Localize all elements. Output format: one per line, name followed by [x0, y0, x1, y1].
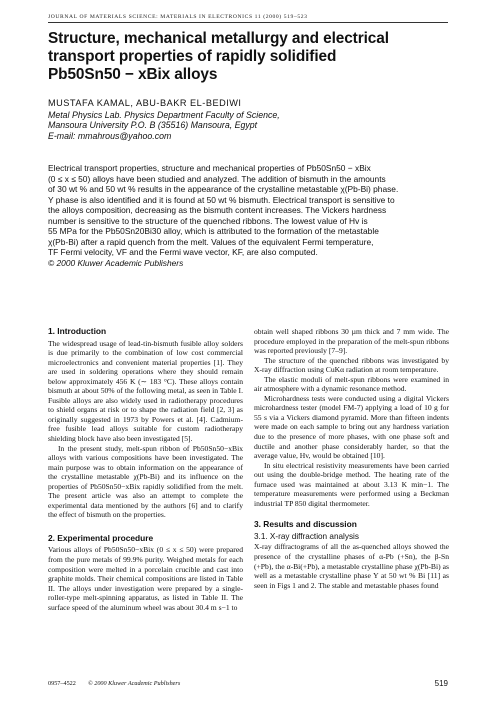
right-column	[254, 327, 449, 590]
right-paragraph-4: Microhardness tests were conducted using a digital Vickers microhardness tester (model FM-7) applying a load of 10 g for 55 s via a Vickers diamond pyramid. More than fifteen indents were made on each sample to bring out any hardness variation due to the presence of more phases, with one phase soft and ductile and another phase considerably harder, so that the average value, Hv, would be obtained [10].	[254, 393, 449, 461]
intro-paragraph-1: The widespread usage of lead-tin-bismuth fusible alloy solders is due primarily to the combination of low cost commercial microelectronics and convenient material properties [1]. They are used in soldering operations where they should remain below approximately 456 K (∼ 183 °C). These alloys contain bismuth at about 50% of the following metal, as seen in Table I. Fusible alloys are also widely used in radiotherapy procedures to shield organs at risk or to shape the radiation field [2, 3] as originally suggested in 1973 by Powers et al. [4]. Cadmium-free fusible lead alloys suitable for custom radiotherapy shielding block have also been investigated [5].	[48, 338, 243, 444]
copyright-line: © 2000 Kluwer Academic Publishers	[48, 257, 184, 268]
right-paragraph-2: The structure of the quenched ribbons was investigated by X-ray diffraction using CuKα radiation at room temperature.	[254, 355, 449, 375]
abstract-line: the alloys composition, decreasing as the bismuth content increases. The Vickers hardness	[48, 205, 387, 216]
authors: MUSTAFA KAMAL, ABU-BAKR EL-BEDIWI	[48, 98, 242, 108]
affiliation-line-1: Metal Physics Lab. Physics Department Faculty of Science,	[48, 110, 280, 120]
paper-page	[48, 14, 449, 612]
footer-issn: 0957–4522	[48, 680, 76, 687]
affiliation-line-2: Mansoura University P.O. B (35516) Mansoura, Egypt	[48, 120, 258, 131]
abstract-line: number is sensitive to the structure of the quenched ribbons. The lowest value of Hv is	[48, 215, 368, 226]
right-paragraph-5: In situ electrical resistivity measurements have been carried out using the double-bridge method. The heating rate of the furnace used was maintained at about 3.13 K min−1. The temperature measurements were performed using a Beckman industrial TP 850 digital thermometer.	[254, 460, 449, 508]
page-number: 519	[434, 679, 448, 688]
title-line-1: Structure, mechanical metallurgy and electrical	[48, 30, 389, 47]
abstract-line: Y phase is also identified and it is found at 50 wt % bismuth. Electrical transport is sensitive to	[48, 194, 395, 205]
subsection-heading-xrd: 3.1. X-ray diffraction analysis	[254, 531, 359, 541]
header-rule	[48, 22, 448, 23]
abstract	[48, 163, 448, 268]
left-column	[48, 327, 243, 612]
abstract-line: Electrical transport properties, structure and mechanical properties of Pb50Sn50 − xBix	[48, 163, 371, 174]
right-paragraph-1: obtain well shaped ribbons 30 µm thick and 7 mm wide. The procedure employed in the preparation of the melt-spun ribbons was reported previously [7–9].	[254, 327, 449, 356]
abstract-line: (0 ≤ x ≤ 50) alloys have been studied and analyzed. The addition of bismuth in the amounts	[48, 173, 386, 184]
section-heading-results: 3. Results and discussion	[254, 519, 357, 530]
affiliation-email: E-mail: mmahrous@yahoo.com	[48, 130, 172, 141]
results-paragraph: X-ray diffractograms of all the as-quenched alloys showed the presence of the crystalline phases of α-Pb (+Sn), the β-Sn (+Pb), the α-Bi(+Pb), a metastable crystalline phase χ(Pb-Bi) as well as a metastable crystalline phase Y at 50 wt % Bi [11] as seen in Figs 1 and 2. The stable and metastable phases found	[254, 542, 449, 590]
section-heading-experimental: 2. Experimental procedure	[48, 532, 154, 543]
footer-publisher: © 2000 Kluwer Academic Publishers	[88, 680, 181, 687]
abstract-line: TF Fermi velocity, VF and the Fermi wave vector, KF, are also computed.	[48, 247, 318, 258]
paper-title	[48, 30, 448, 84]
title-line-2: transport properties of rapidly solidified	[48, 48, 337, 65]
abstract-line: 55 MPa for the Pb50Sn20Bi30 alloy, which is attributed to the formation of the metastable	[48, 226, 379, 237]
section-heading-introduction: 1. Introduction	[48, 326, 107, 336]
abstract-line: of 30 wt % and 50 wt % results in the appearance of the crystalline metastable χ(Pb-Bi) phase.	[48, 184, 399, 195]
journal-header: JOURNAL OF MATERIALS SCIENCE: MATERIALS IN ELECTRONICS 11 (2000) 519–523	[48, 14, 308, 20]
abstract-line: χ(Pb-Bi) after a rapid quench from the melt. Values of the equivalent Fermi temperature,	[48, 236, 374, 247]
right-paragraph-3: The elastic moduli of melt-spun ribbons were examined in air atmosphere with a dynamic resonance method.	[254, 374, 449, 394]
page-footer	[48, 680, 448, 687]
affiliation	[48, 110, 448, 141]
title-line-3: Pb50Sn50 − xBix alloys	[48, 66, 218, 83]
experimental-paragraph: Various alloys of Pb50Sn50−xBix (0 ≤ x ≤ 50) were prepared from the pure metals of 99.9% purity. Weighed metals for each composition were melted in a porcelain crucible and cast into graphite molds. Their chemical compositions are listed in Table II. The alloys under investigation were prepared by a single-roller-type melt-spinning apparatus, as listed in Table II. The surface speed of the aluminum wheel was about 30.4 m s−1 to	[48, 545, 243, 612]
intro-paragraph-2: In the present study, melt-spun ribbon of Pb50Sn50−xBix alloys with various compositions have been investigated. The main purpose was to obtain information on the appearance of the crystalline metastable χ(Pb-Bi) and its influence on the properties of Pb50Sn50−xBix rapidly solidified from the melt. The present article was also an attempt to complete the experimental data mentioned by the authors [6] and to clarify the effect of bismuth on the properties.	[48, 443, 243, 520]
